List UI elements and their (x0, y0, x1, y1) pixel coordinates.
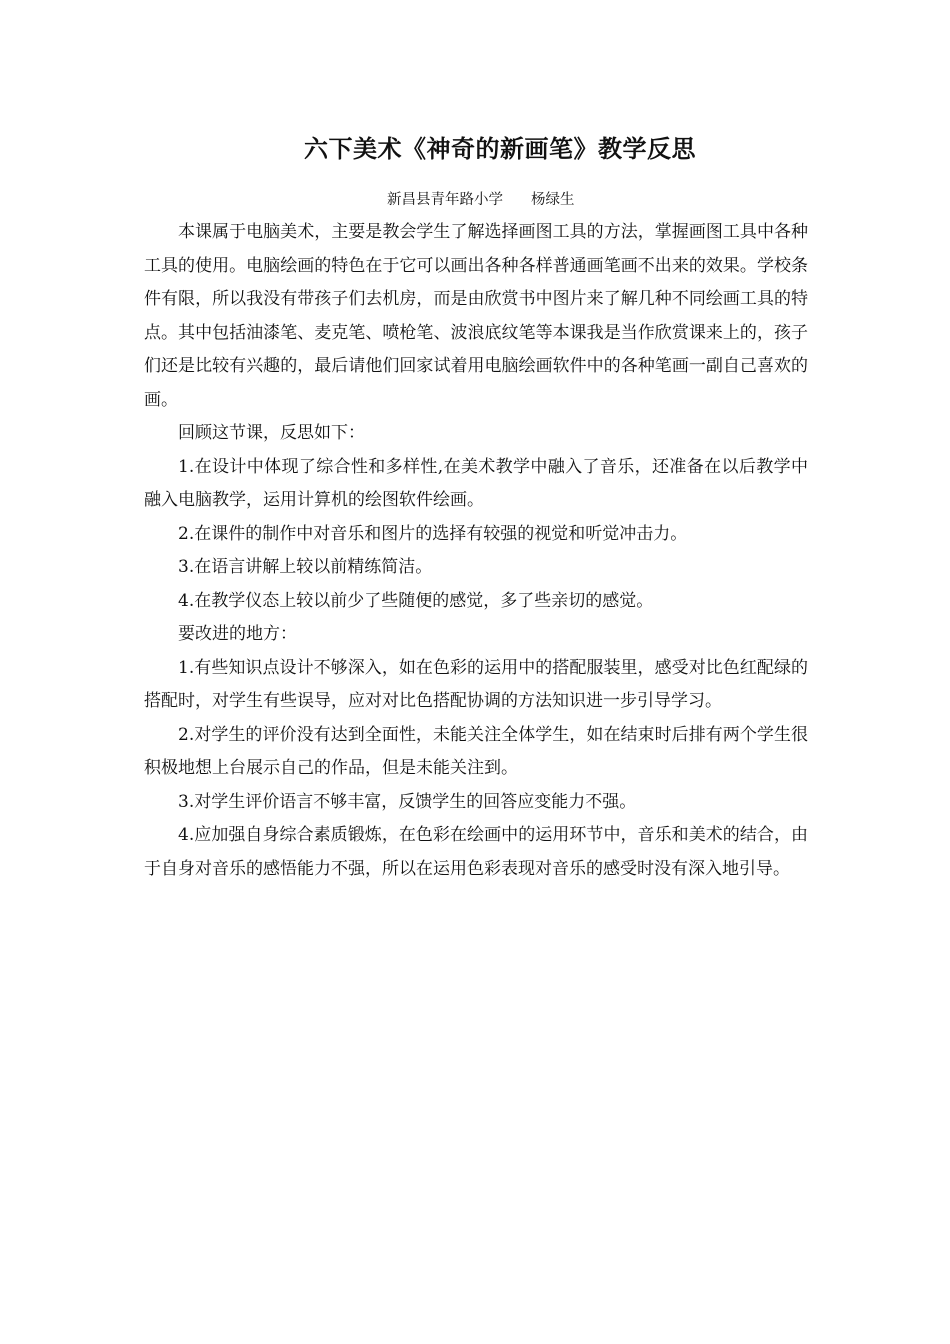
reflection-heading: 回顾这节课，反思如下： (178, 423, 365, 443)
author-name: 杨绿生 (531, 192, 575, 208)
improvement-heading: 要改进的地方： (178, 624, 297, 644)
school-name: 新昌县青年路小学 (387, 192, 503, 208)
byline (387, 190, 575, 210)
document-body (144, 216, 808, 886)
document-title: 六下美术《神奇的新画笔》教学反思 (304, 135, 696, 163)
reflection-item: 1.在设计中体现了综合性和多样性,在美术教学中融入了音乐，还准备在以后教学中融入电脑教学，运用计算机的绘图软件绘画。 (144, 456, 808, 510)
reflection-item: 2.在课件的制作中对音乐和图片的选择有较强的视觉和听觉冲击力。 (178, 523, 688, 544)
reflection-item: 3.在语言讲解上较以前精练简洁。 (178, 557, 433, 577)
improvement-item: 3.对学生评价语言不够丰富，反馈学生的回答应变能力不强。 (178, 791, 637, 812)
improvement-item: 4.应加强自身综合素质锻炼，在色彩在绘画中的运用环节中，音乐和美术的结合，由于自身对音乐的感悟能力不强，所以在运用色彩表现对音乐的感受时没有深入地引导。 (144, 825, 808, 879)
improvement-item: 1.有些知识点设计不够深入，如在色彩的运用中的搭配服装里，感受对比色红配绿的搭配时，对学生有些误导，应对对比色搭配协调的方法知识进一步引导学习。 (144, 657, 808, 711)
improvement-item: 2.对学生的评价没有达到全面性，未能关注全体学生，如在结束时后排有两个学生很积极地想上台展示自己的作品，但是未能关注到。 (144, 724, 808, 778)
reflection-item: 4.在教学仪态上较以前少了些随便的感觉，多了些亲切的感觉。 (178, 590, 654, 611)
intro-paragraph: 本课属于电脑美术，主要是教会学生了解选择画图工具的方法，掌握画图工具中各种工具的使用。电脑绘画的特色在于它可以画出各种各样普通画笔画不出来的效果。学校条件有限，所以我没有带孩子们去机房，而是由欣赏书中图片来了解几种不同绘画工具的特点。其中包括油漆笔、麦克笔、喷枪笔、波浪底纹笔等本课我是当作欣赏课来上的，孩子们还是比较有兴趣的，最后请他们回家试着用电脑绘画软件中的各种笔画一副自己喜欢的画。 (144, 222, 808, 410)
